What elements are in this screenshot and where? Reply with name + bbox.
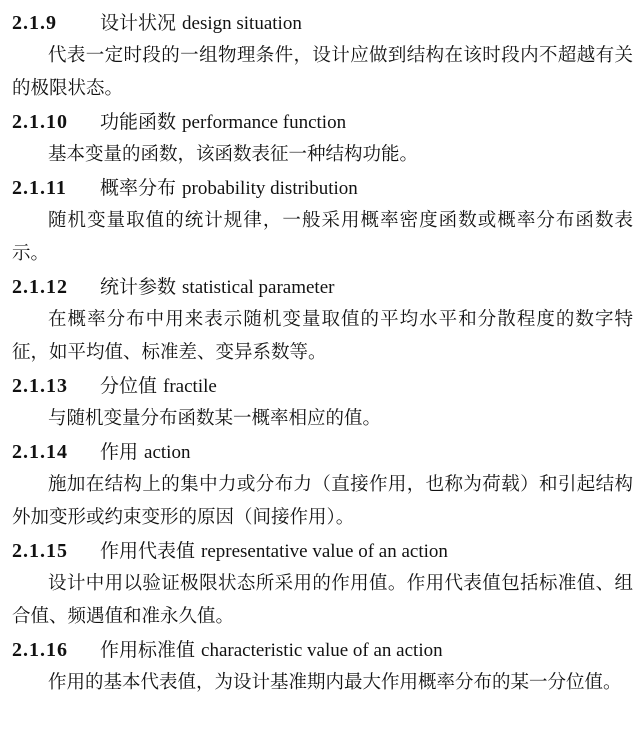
term-english: characteristic value of an action — [201, 640, 443, 661]
term-entry-2-1-11 — [12, 171, 633, 270]
term-heading — [12, 6, 633, 39]
term-chinese: 分位值 — [100, 375, 158, 397]
term-definition: 基本变量的函数，该函数表征一种结构功能。 — [48, 144, 419, 165]
clause-number: 2.1.13 — [12, 375, 68, 397]
term-chinese: 功能函数 — [100, 111, 177, 133]
clause-number: 2.1.15 — [12, 540, 68, 562]
term-english: action — [144, 442, 191, 463]
term-heading — [12, 435, 633, 468]
term-definition: 代表一定时段的一组物理条件，设计应做到结构在该时段内不超越有关的极限状态。 — [12, 45, 633, 99]
term-english: fractile — [163, 376, 217, 397]
term-entry-2-1-16 — [12, 633, 633, 699]
term-english: probability distribution — [182, 178, 358, 199]
term-chinese: 作用 — [100, 441, 139, 463]
term-english: representative value of an action — [201, 541, 448, 562]
term-chinese: 统计参数 — [100, 276, 177, 298]
term-heading — [12, 171, 633, 204]
term-entry-2-1-13 — [12, 369, 633, 435]
term-heading — [12, 534, 633, 567]
term-heading — [12, 105, 633, 138]
clause-number: 2.1.12 — [12, 276, 68, 298]
term-chinese: 设计状况 — [100, 12, 177, 34]
term-english: statistical parameter — [182, 277, 335, 298]
term-definition: 随机变量取值的统计规律，一般采用概率密度函数或概率分布函数表示。 — [12, 210, 633, 264]
clause-number: 2.1.9 — [12, 12, 57, 34]
term-chinese: 概率分布 — [100, 177, 177, 199]
term-entry-2-1-12 — [12, 270, 633, 369]
term-entry-2-1-9 — [12, 6, 633, 105]
term-english: performance function — [182, 112, 347, 133]
term-english: design situation — [182, 13, 302, 34]
term-heading — [12, 270, 633, 303]
term-definition: 施加在结构上的集中力或分布力（直接作用，也称为荷载）和引起结构外加变形或约束变形的原因（间接作用）。 — [12, 474, 633, 528]
term-definition: 在概率分布中用来表示随机变量取值的平均水平和分散程度的数字特征，如平均值、标准差、变异系数等。 — [12, 309, 633, 363]
term-chinese: 作用代表值 — [100, 540, 196, 562]
term-heading — [12, 369, 633, 402]
term-entry-2-1-10 — [12, 105, 633, 171]
clause-number: 2.1.11 — [12, 177, 67, 199]
term-definition: 作用的基本代表值，为设计基准期内最大作用概率分布的某一分位值。 — [48, 672, 622, 693]
clause-number: 2.1.16 — [12, 639, 68, 661]
term-entry-2-1-14 — [12, 435, 633, 534]
clause-number: 2.1.14 — [12, 441, 68, 463]
term-chinese: 作用标准值 — [100, 639, 196, 661]
term-heading — [12, 633, 633, 666]
term-definition: 与随机变量分布函数某一概率相应的值。 — [48, 408, 382, 429]
term-definition: 设计中用以验证极限状态所采用的作用值。作用代表值包括标准值、组合值、频遇值和准永久值。 — [12, 573, 633, 627]
clause-number: 2.1.10 — [12, 111, 68, 133]
term-entry-2-1-15 — [12, 534, 633, 633]
